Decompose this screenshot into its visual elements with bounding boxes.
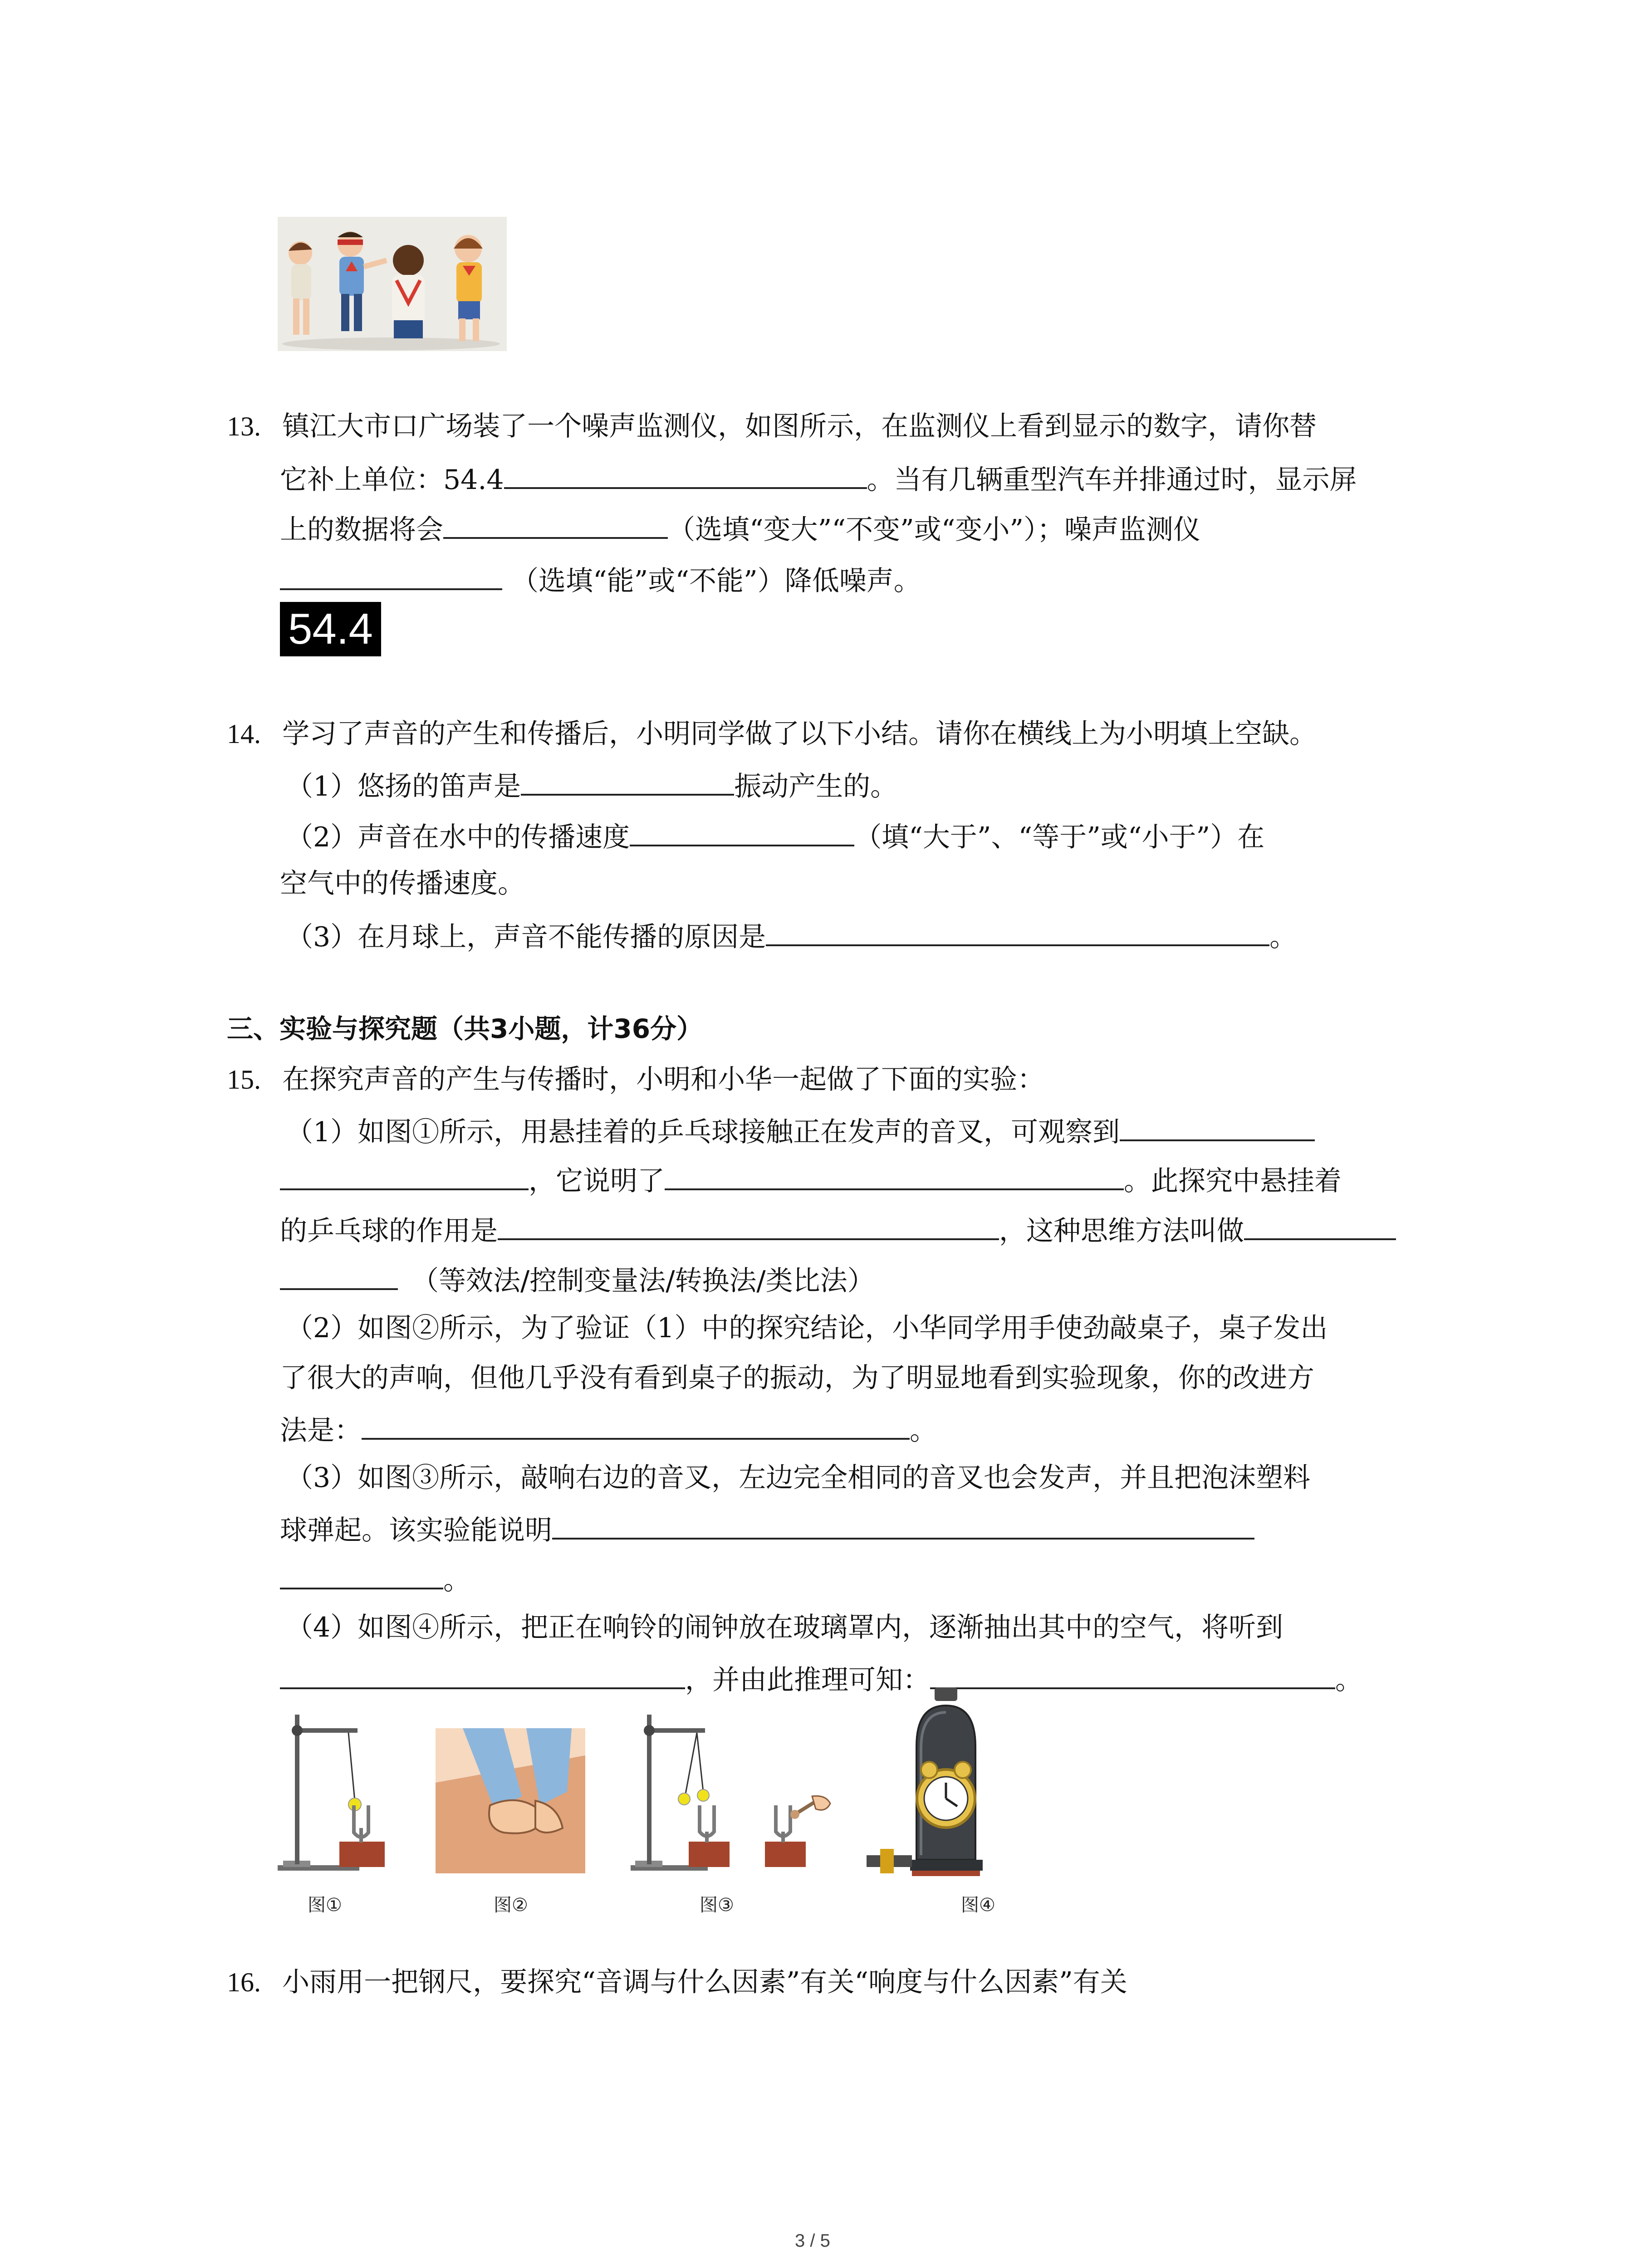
q15-resonance-blank-a[interactable] bbox=[552, 1510, 1254, 1540]
q13-line4 bbox=[280, 560, 921, 599]
q15-p2-text-c: 法是： bbox=[280, 1415, 362, 1447]
q16-line1 bbox=[227, 1964, 1127, 2000]
q15-p4-text-b: ，并由此推理可知： bbox=[685, 1664, 930, 1696]
q15-p4-text-c: 。 bbox=[1335, 1664, 1362, 1696]
q15-p1-text-b: ，它说明了 bbox=[529, 1165, 665, 1197]
q14-p1-text-a: （1）悠扬的笛声是 bbox=[286, 771, 521, 802]
q15-hear-blank[interactable] bbox=[280, 1659, 685, 1689]
q15-explain-blank[interactable] bbox=[665, 1160, 1124, 1190]
q15-p4-text-a: （4）如图④所示，把正在响铃的闹钟放在玻璃罩内，逐渐抽出其中的空气，将听到 bbox=[286, 1612, 1283, 1643]
q14-flute-blank[interactable] bbox=[521, 766, 734, 796]
q14-part2-cont bbox=[280, 865, 525, 902]
q15-part1-line3 bbox=[280, 1210, 1396, 1249]
children-playing-illustration bbox=[278, 217, 507, 351]
q14-line1-text: 学习了声音的产生和传播后，小明同学做了以下小结。请你在横线上为小明填上空缺。 bbox=[282, 718, 1317, 750]
figure-1-caption: 图① bbox=[308, 1895, 342, 1916]
q15-p3-text-a: （3）如图③所示，敲响右边的音叉，左边完全相同的音叉也会发声，并且把泡沫塑料 bbox=[286, 1462, 1311, 1494]
q14-p3-text-a: （3）在月球上，声音不能传播的原因是 bbox=[286, 921, 766, 953]
section-3-heading: 三、实验与探究题（共3小题，计36分） bbox=[227, 1013, 703, 1044]
q15-part2-line3 bbox=[280, 1410, 937, 1449]
q14-line1 bbox=[227, 716, 1317, 752]
q15-p1-text-c: 。此探究中悬挂着 bbox=[1124, 1165, 1342, 1197]
q13-line1-text: 镇江大市口广场装了一个噪声监测仪，如图所示，在监测仪上看到显示的数字，请你替 bbox=[282, 411, 1317, 442]
q15-p1-text-f: （等效法/控制变量法/转换法/类比法） bbox=[411, 1265, 875, 1297]
q15-part1-line1 bbox=[286, 1111, 1315, 1150]
q13-line2-text-b: 。当有几辆重型汽车并排通过时，显示屏 bbox=[867, 464, 1357, 496]
q15-p1-text-d: 的乒乓球的作用是 bbox=[280, 1215, 498, 1247]
q15-line1 bbox=[227, 1061, 1044, 1098]
q14-p2-text-a: （2）声音在水中的传播速度 bbox=[286, 821, 630, 853]
page-number: 3 / 5 bbox=[795, 2231, 830, 2251]
q15-line1-text: 在探究声音的产生与传播时，小明和小华一起做了下面的实验： bbox=[282, 1064, 1045, 1095]
q13-line2-text-a: 它补上单位：54.4 bbox=[280, 464, 504, 496]
q15-observe-blank-b[interactable] bbox=[280, 1160, 529, 1190]
q15-part4-line2 bbox=[280, 1659, 1362, 1698]
q15-p1-text-a: （1）如图①所示，用悬挂着的乒乓球接触正在发声的音叉，可观察到 bbox=[286, 1116, 1120, 1148]
figure-1-tuning-fork-ball bbox=[278, 1706, 400, 1878]
figure-3-resonance-forks bbox=[631, 1706, 835, 1878]
q15-part2-line2 bbox=[280, 1360, 1314, 1396]
q14-p3-text-b: 。 bbox=[1269, 921, 1297, 953]
q14-p2-text-b: （填“大于”、“等于”或“小于”）在 bbox=[854, 821, 1265, 853]
q15-part4-line1 bbox=[286, 1609, 1283, 1646]
q15-part3-line1 bbox=[286, 1460, 1310, 1496]
q15-part3-line2 bbox=[280, 1510, 1254, 1549]
q13-reduce-blank[interactable] bbox=[280, 560, 502, 590]
q13-line3 bbox=[280, 509, 1200, 548]
q15-p2-text-d: 。 bbox=[910, 1415, 937, 1447]
q15-observe-blank-a[interactable] bbox=[1120, 1111, 1315, 1141]
figure-2-caption: 图② bbox=[494, 1895, 528, 1916]
q15-ball-role-blank[interactable] bbox=[498, 1210, 999, 1240]
q15-resonance-blank-b[interactable] bbox=[280, 1559, 443, 1589]
q16-line1-text: 小雨用一把钢尺，要探究“音调与什么因素”有关“响度与什么因素”有关 bbox=[282, 1966, 1127, 1998]
q13-change-blank[interactable] bbox=[443, 509, 668, 539]
q16-number: 16. bbox=[227, 1967, 261, 1997]
q13-line4-text-b: （选填“能”或“不能”）降低噪声。 bbox=[511, 565, 921, 597]
q13-number: 13. bbox=[227, 411, 261, 441]
q14-part1 bbox=[286, 766, 897, 805]
q14-number: 14. bbox=[227, 719, 261, 749]
q14-part2 bbox=[286, 816, 1264, 855]
q15-method-blank-b[interactable] bbox=[280, 1260, 398, 1290]
q15-p3-text-c: 。 bbox=[443, 1564, 470, 1596]
q13-line2 bbox=[280, 459, 1357, 498]
q15-p1-text-e: ，这种思维方法叫做 bbox=[999, 1215, 1244, 1247]
q15-p2-text-b: 了很大的声响，但他几乎没有看到桌子的振动，为了明显地看到实验现象，你的改进方 bbox=[280, 1362, 1314, 1394]
noise-monitor-display: 54.4 bbox=[280, 602, 381, 656]
q15-part2-line1 bbox=[286, 1310, 1327, 1346]
q15-part1-line2 bbox=[280, 1160, 1342, 1199]
q15-p3-text-b: 球弹起。该实验能说明 bbox=[280, 1515, 552, 1546]
q15-number: 15. bbox=[227, 1065, 261, 1095]
q15-part1-line4 bbox=[280, 1260, 875, 1299]
q15-improve-blank[interactable] bbox=[362, 1410, 910, 1440]
figure-4-bell-jar-clock bbox=[867, 1687, 1043, 1878]
figure-2-hand-knocking-table bbox=[436, 1728, 585, 1873]
q15-p2-text-a: （2）如图②所示，为了验证（1）中的探究结论，小华同学用手使劲敲桌子，桌子发出 bbox=[286, 1312, 1328, 1344]
q14-part3 bbox=[286, 916, 1297, 955]
q13-line1 bbox=[227, 408, 1317, 445]
q14-p1-text-b: 振动产生的。 bbox=[734, 771, 898, 802]
q15-method-blank-a[interactable] bbox=[1244, 1210, 1396, 1240]
q14-moon-blank[interactable] bbox=[766, 916, 1269, 946]
q13-line3-text-a: 上的数据将会 bbox=[280, 514, 443, 546]
q15-infer-blank[interactable] bbox=[930, 1659, 1335, 1689]
q13-unit-blank[interactable] bbox=[504, 459, 867, 489]
q14-speed-blank[interactable] bbox=[630, 816, 854, 846]
q13-line3-text-b: （选填“变大”“不变”或“变小”）；噪声监测仪 bbox=[668, 514, 1201, 546]
figure-3-caption: 图③ bbox=[700, 1895, 734, 1916]
figure-4-caption: 图④ bbox=[961, 1895, 995, 1916]
q15-part3-line3 bbox=[280, 1559, 470, 1598]
q14-p2-text-c: 空气中的传播速度。 bbox=[280, 868, 525, 899]
